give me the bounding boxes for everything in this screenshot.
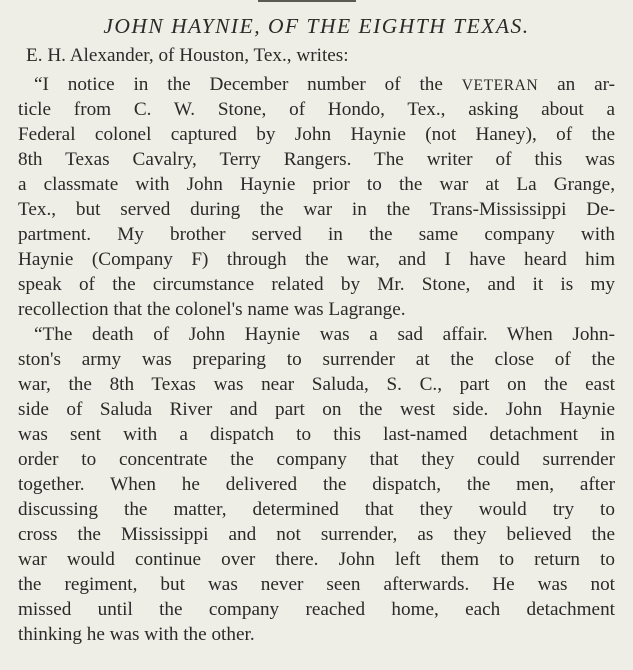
body-line-before: “I notice in the December number of the: [34, 74, 462, 95]
body-line: Haynie (Company F) through the war, and I have heard him: [18, 249, 615, 270]
body-line-last: thinking he was with the other.: [18, 624, 255, 645]
body-line: speak of the circumstance related by Mr. Stone, and it is my: [18, 274, 615, 295]
body-line: Tex., but served during the war in the Trans-Mississippi De-: [18, 199, 615, 220]
body-line: a classmate with John Haynie prior to the war at La Grange,: [18, 174, 615, 195]
body-line: the regiment, but was never seen afterwards. He was not: [18, 574, 615, 595]
body-line: was sent with a dispatch to this last-named detachment in: [18, 424, 615, 445]
body-line: cross the Mississippi and not surrender, as they believed the: [18, 524, 615, 545]
top-rule: [258, 0, 356, 2]
body-line: order to concentrate the company that they could surrender: [18, 449, 615, 470]
body-line: missed until the company reached home, each detachment: [18, 599, 615, 620]
veteran-smallcaps: VETERAN: [461, 77, 539, 94]
body-line: war would continue over there. John left them to return to: [18, 549, 615, 570]
body-line-last: recollection that the colonel's name was Lagrange.: [18, 299, 406, 320]
body-line: together. When he delivered the dispatch, the men, after: [18, 474, 615, 495]
body-line: side of Saluda River and part on the west side. John Haynie: [18, 399, 615, 420]
body-line: “The death of John Haynie was a sad affair. When John-: [34, 324, 615, 345]
body-line: ticle from C. W. Stone, of Hondo, Tex., asking about a: [18, 99, 615, 120]
article-title: JOHN HAYNIE, OF THE EIGHTH TEXAS.: [103, 14, 530, 38]
article-byline: E. H. Alexander, of Houston, Tex., writes:: [26, 45, 349, 66]
body-line-after: an ar-: [538, 74, 615, 95]
body-line: [34, 73, 615, 98]
body-line: discussing the matter, determined that they would try to: [18, 499, 615, 520]
body-line: Federal colonel captured by John Haynie (not Haney), of the: [18, 124, 615, 145]
body-line: partment. My brother served in the same company with: [18, 224, 615, 245]
body-line: war, the 8th Texas was near Saluda, S. C., part on the east: [18, 374, 615, 395]
body-line: ston's army was preparing to surrender at the close of the: [18, 349, 615, 370]
body-line: 8th Texas Cavalry, Terry Rangers. The writer of this was: [18, 149, 615, 170]
